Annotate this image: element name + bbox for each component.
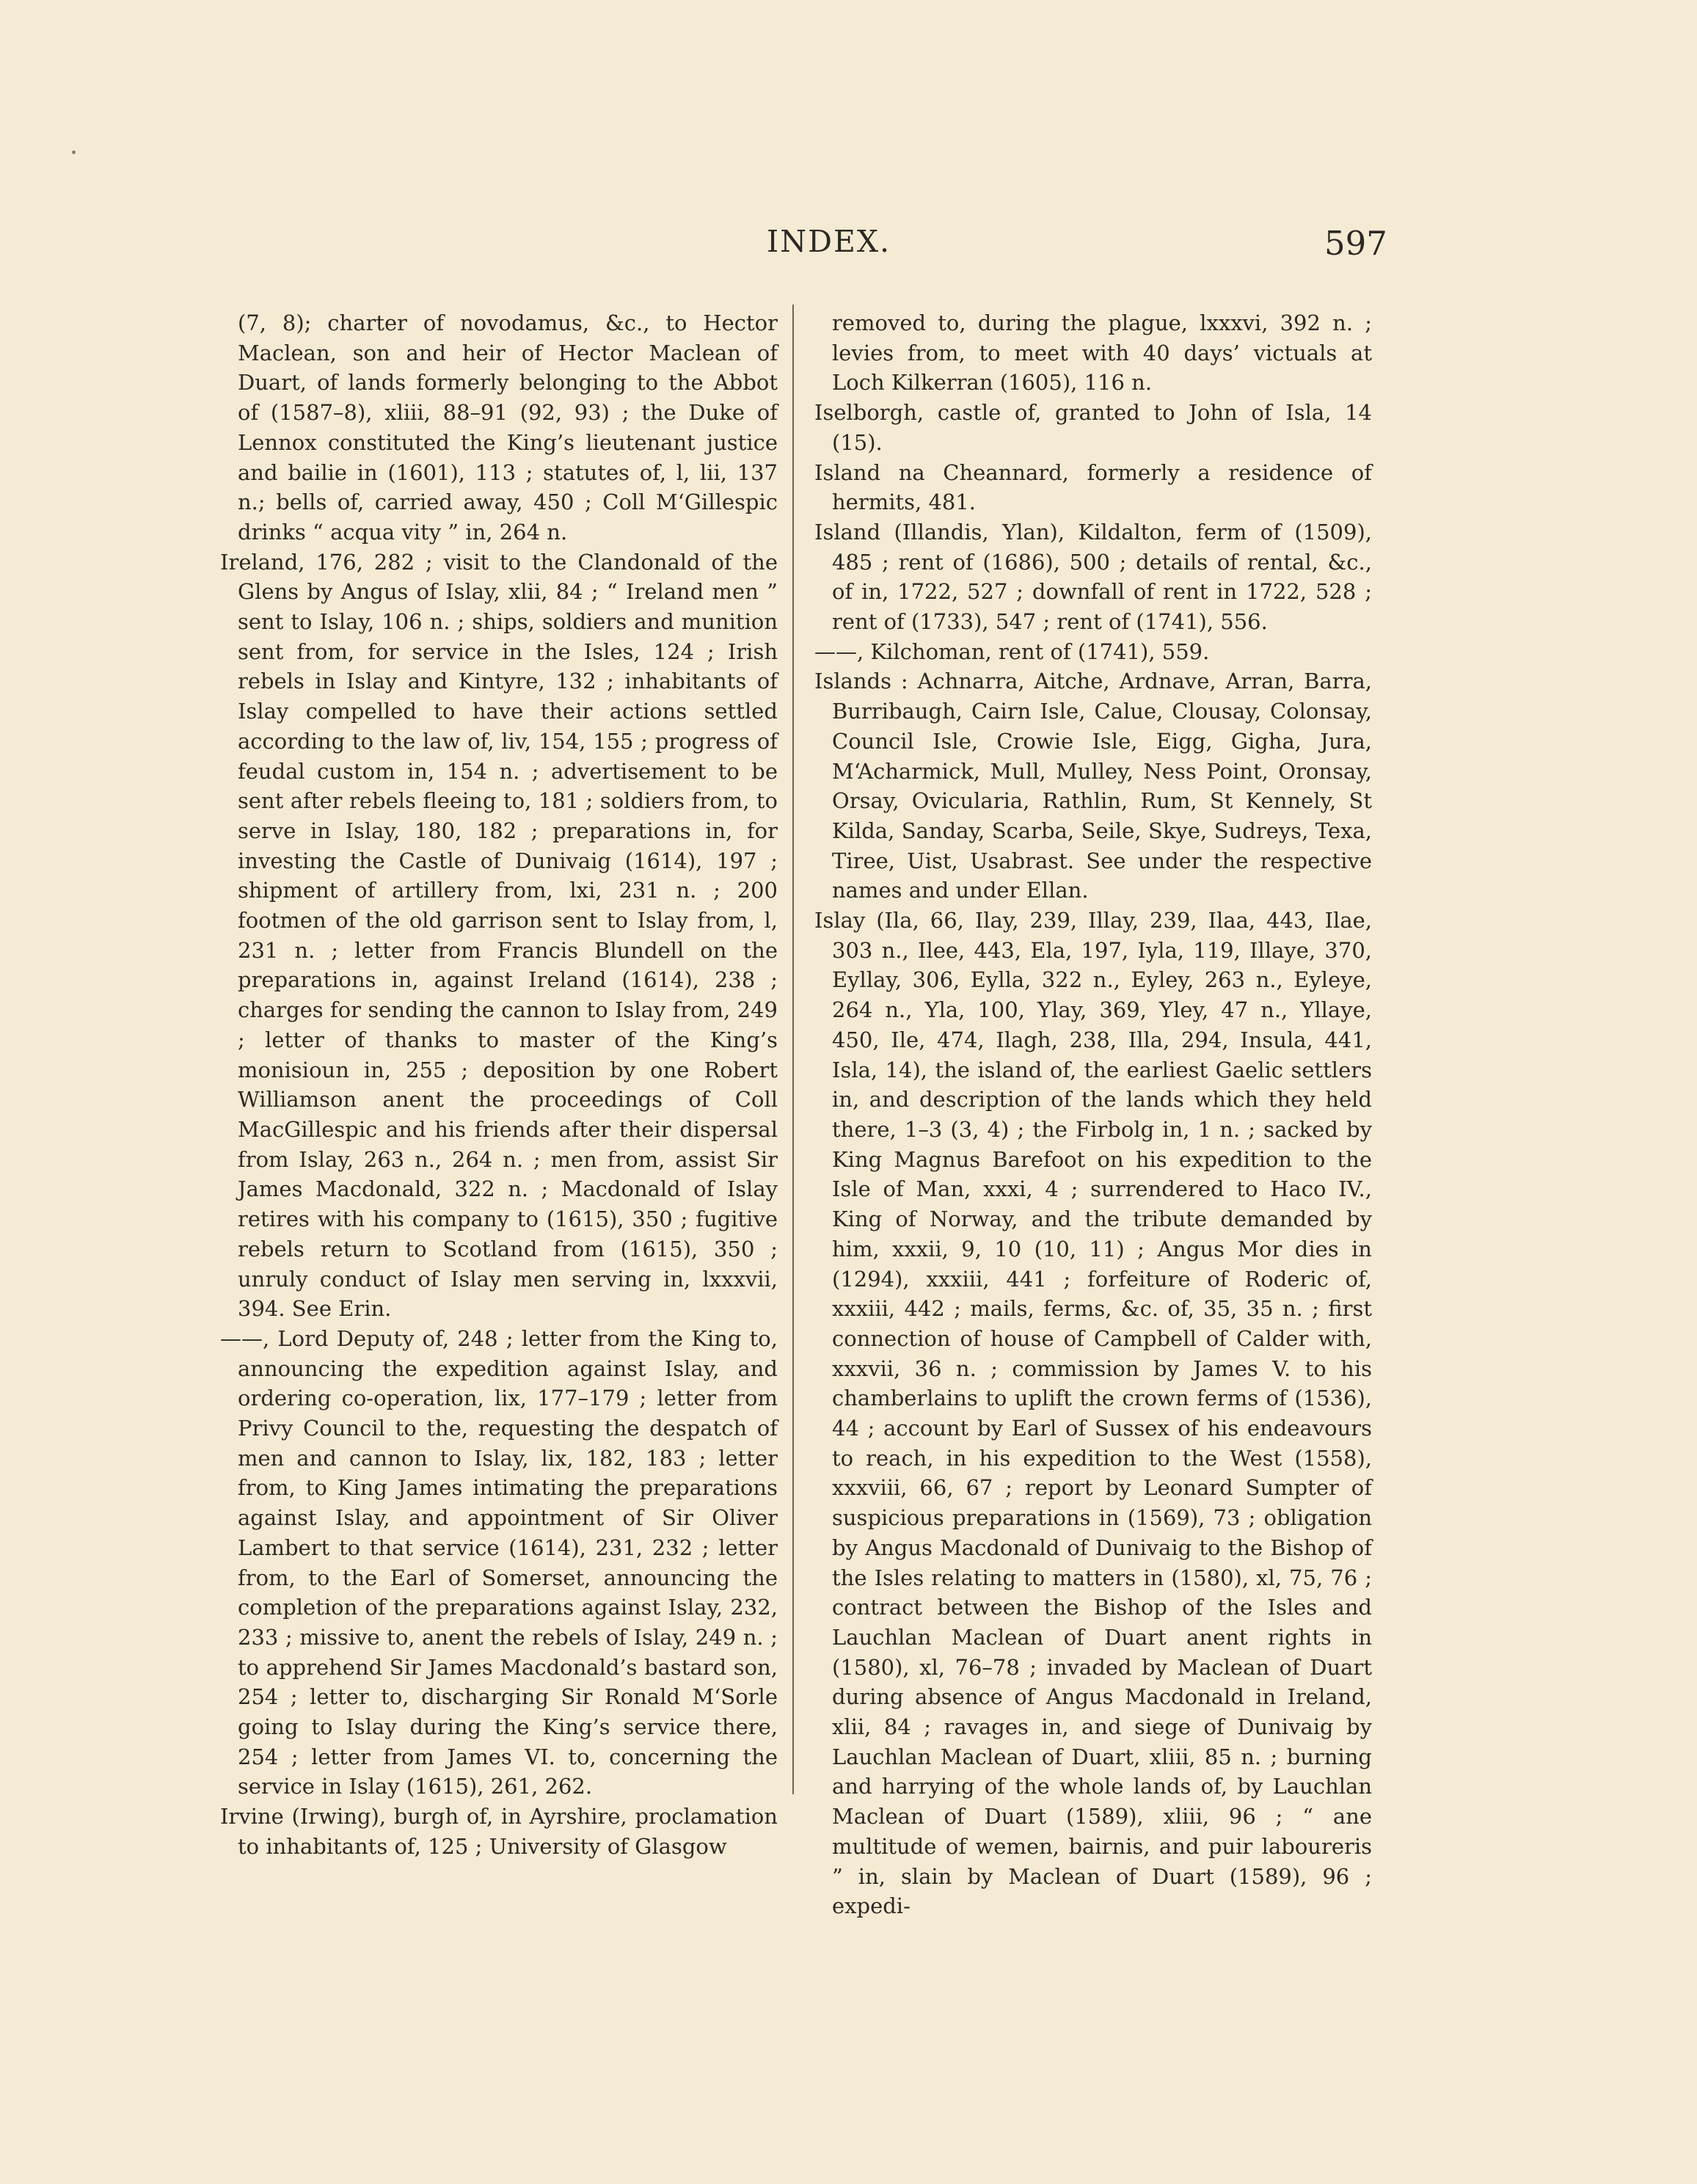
index-entry-irvine: Irvine (Irwing), burgh of, in Ayrshire, proclamation to inhabitants of, 125 ; University of Glasgow <box>220 1804 778 1859</box>
column-divider <box>792 305 794 1794</box>
index-entry-island-kilchoman: ——, Kilchoman, rent of (1741), 559. <box>814 638 1210 664</box>
index-entry-iselborgh: Iselborgh, castle of, granted to John of Isla, 14 (15). <box>814 400 1372 455</box>
running-header-title: INDEX. <box>767 224 891 259</box>
index-entry-island-na-cheannard: Island na Cheannard, formerly a residence of hermits, 481. <box>814 459 1372 515</box>
left-column <box>220 308 778 1862</box>
index-entry-ireland: Ireland, 176, 282 ; visit to the Clandonald of the Glens by Angus of Islay, xlii, 84 ; “ Ireland men ” sent to Islay, 106 n. ; ships, soldiers and munition sent from, for service in the Isles, 124 ; Irish rebels in Islay and Kintyre, 132 ; inhabitants of Islay compelled to have their actions settled according to the law of, liv, 154, 155 ; progress of feudal custom in, 154 n. ; advertisement to be sent after rebels fleeing to, 181 ; soldiers from, to serve in Islay, 180, 182 ; preparations in, for investing the Castle of Dunivaig (1614), 197 ; shipment of artillery from, lxi, 231 n. ; 200 footmen of the old garrison sent to Islay from, l, 231 n. ; letter from Francis Blundell on the preparations in, against Ireland (1614), 238 ; charges for sending the cannon to Islay from, 249 ; letter of thanks to master of the King’s monisioun in, 255 ; deposition by one Robert Williamson anent the proceedings of Coll MacGillespic and his friends after their dispersal from Islay, 263 n., 264 n. ; men from, assist Sir James Macdonald, 322 n. ; Macdonald of Islay retires with his company to (1615), 350 ; fugitive rebels return to Scotland from (1615), 350 ; unruly conduct of Islay men serving in, lxxxvii, 394. See Erin. <box>220 549 778 1322</box>
index-entry-islay: Islay (Ila, 66, Ilay, 239, Illay, 239, Ilaa, 443, Ilae, 303 n., Ilee, 443, Ela, 197, Iyla, 119, Illaye, 370, Eyllay, 306, Eylla, 322 n., Eyley, 263 n., Eyleye, 264 n., Yla, 100, Ylay, 369, Yley, 47 n., Yllaye, 450, Ile, 474, Ilagh, 238, Illa, 294, Insula, 441, Isla, 14), the island of, the earliest Gaelic settlers in, and description of the lands which they held there, 1–3 (3, 4) ; the Firbolg in, 1 n. ; sacked by King Magnus Barefoot on his expedition to the Isle of Man, xxxi, 4 ; surrendered to Haco IV., King of Norway, and the tribute demanded by him, xxxii, 9, 10 (10, 11) ; Angus Mor dies in (1294), xxxiii, 441 ; forfeiture of Roderic of, xxxiii, 442 ; mails, ferms, &c. of, 35, 35 n. ; first connection of house of Campbell of Calder with, xxxvii, 36 n. ; commission by James V. to his chamberlains to uplift the crown ferms of (1536), 44 ; account by Earl of Sussex of his endeavours to reach, in his expedition to the West (1558), xxxviii, 66, 67 ; report by Leonard Sumpter of suspicious preparations in (1569), 73 ; obligation by Angus Macdonald of Dunivaig to the Bishop of the Isles relating to matters in (1580), xl, 75, 76 ; contract between the Bishop of the Isles and Lauchlan Maclean of Duart anent rights in (1580), xl, 76–78 ; invaded by Maclean of Duart during absence of Angus Macdonald in Ireland, xlii, 84 ; ravages in, and siege of Dunivaig by Lauchlan Maclean of Duart, xliii, 85 n. ; burning and harrying of the whole lands of, by Lauchlan Maclean of Duart (1589), xliii, 96 ; “ ane multitude of wemen, bairnis, and puir laboureris ” in, slain by Maclean of Duart (1589), 96 ; expedi- <box>814 908 1372 1919</box>
index-entry-island-kildalton: Island (Illandis, Ylan), Kildalton, ferm of (1509), 485 ; rent of (1686), 500 ; details of rental, &c., of in, 1722, 527 ; downfall of rent in 1722, 528 ; rent of (1733), 547 ; rent of (1741), 556. <box>814 519 1372 635</box>
page-number: 597 <box>1324 224 1387 263</box>
paper-speck <box>72 150 76 154</box>
index-entry-islands: Islands : Achnarra, Aitche, Ardnave, Arran, Barra, Burribaugh, Cairn Isle, Calue, Clousay, Colonsay, Council Isle, Crowie Isle, Eigg, Gigha, Jura, M‘Acharmick, Mull, Mulley, Ness Point, Oronsay, Orsay, Ovicularia, Rathlin, Rum, St Kennely, St Kilda, Sanday, Scarba, Seile, Skye, Sudreys, Texa, Tiree, Uist, Usabrast. See under the respective names and under Ellan. <box>814 669 1372 903</box>
index-entry-continuation: removed to, during the plague, lxxxvi, 392 n. ; levies from, to meet with 40 days’ victuals at Loch Kilkerran (1605), 116 n. <box>832 310 1372 396</box>
index-entry-continuation: (7, 8); charter of novodamus, &c., to Hector Maclean, son and heir of Hector Maclean of Duart, of lands formerly belonging to the Abbot of (1587–8), xliii, 88–91 (92, 93) ; the Duke of Lennox constituted the King’s lieutenant justice and bailie in (1601), 113 ; statutes of, l, lii, 137 n.; bells of, carried away, 450 ; Coll M‘Gillespic drinks “ acqua vity ” in, 264 n. <box>238 310 778 545</box>
right-column <box>814 308 1372 1921</box>
index-entry-lord-deputy: ——, Lord Deputy of, 248 ; letter from the King to, announcing the expedition against Islay, and ordering co-operation, lix, 177–179 ; letter from Privy Council to the, requesting the despatch of men and cannon to Islay, lix, 182, 183 ; letter from, to King James intimating the preparations against Islay, and appointment of Sir Oliver Lambert to that service (1614), 231, 232 ; letter from, to the Earl of Somerset, announcing the completion of the preparations against Islay, 232, 233 ; missive to, anent the rebels of Islay, 249 n. ; to apprehend Sir James Macdonald’s bastard son, 254 ; letter to, discharging Sir Ronald M‘Sorle going to Islay during the King’s service there, 254 ; letter from James VI. to, concerning the service in Islay (1615), 261, 262. <box>220 1325 778 1799</box>
